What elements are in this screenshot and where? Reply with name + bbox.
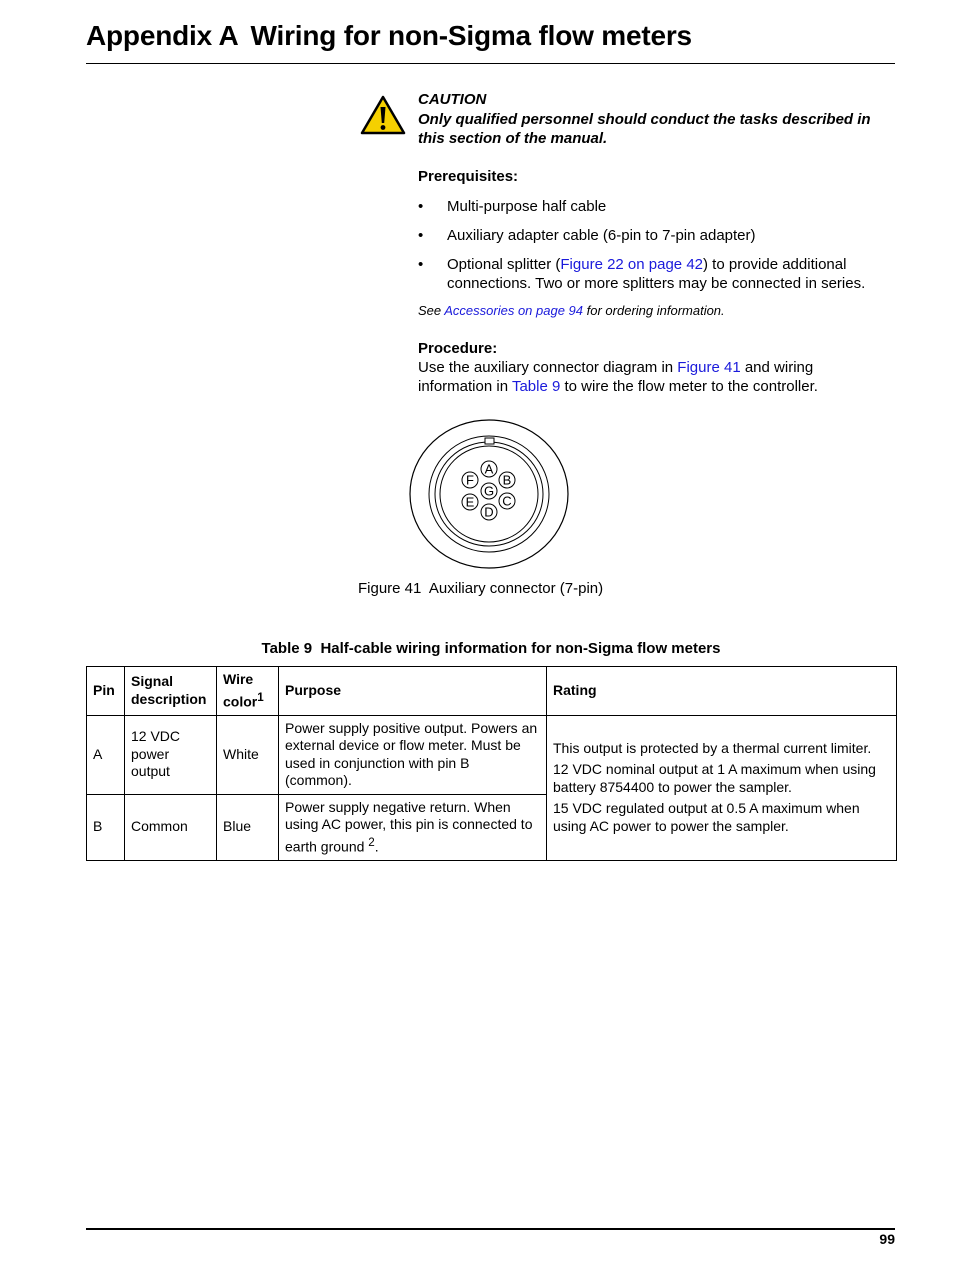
pin-b-label: B (502, 472, 512, 488)
list-item (418, 197, 898, 216)
figure-label: Figure 41 (358, 580, 422, 597)
cell-purpose: Power supply positive output. Powers an external device or flow meter. Must be used in conjunction with pin B (common). (279, 715, 547, 794)
wiring-table (86, 666, 897, 861)
connector-key (485, 438, 494, 444)
table-label: Table 9 (261, 640, 313, 657)
note-text: See (418, 303, 445, 318)
list-item-text: Auxiliary adapter cable (6-pin to 7-pin adapter) (447, 227, 756, 244)
figure-caption (358, 580, 603, 597)
note-text: for ordering information. (583, 303, 725, 318)
table-caption (86, 640, 896, 657)
prerequisites-heading: Prerequisites: (418, 168, 519, 185)
pin-c-label: C (502, 493, 512, 509)
accessories-link[interactable]: Accessories on page 94 (444, 303, 584, 318)
procedure-text-part: and wiring information in (418, 359, 814, 395)
cell-wire: White (217, 715, 279, 794)
pin-g-label: G (483, 483, 495, 499)
cell-pin: B (87, 794, 125, 860)
figure-41-link[interactable]: Figure 41 (677, 359, 741, 376)
bullet: • (418, 227, 424, 244)
figure-caption-text: Auxiliary connector (7-pin) (428, 580, 604, 597)
list-item (418, 226, 898, 245)
warning-triangle-icon (360, 95, 406, 135)
pin-a-label: A (484, 461, 494, 477)
table-header-row (87, 667, 897, 716)
appendix-title: Wiring for non-Sigma flow meters (250, 20, 692, 51)
connector-pins (462, 461, 515, 520)
pin-d-label: D (484, 504, 494, 520)
prerequisites-list (418, 197, 898, 303)
ordering-note (418, 303, 725, 318)
rating-line: 15 VDC regulated output at 0.5 A maximum when using AC power to power the sampler. (553, 800, 860, 834)
auxiliary-connector-diagram (408, 418, 570, 570)
cell-rating (547, 715, 897, 860)
cell-purpose-text: Power supply negative return. When using AC power, this pin is connected to earth ground (285, 798, 533, 855)
page-number: 99 (879, 1231, 895, 1247)
caution-block (418, 90, 898, 149)
header-signal: Signal description (125, 667, 217, 716)
bullet: • (418, 198, 424, 215)
header-rating: Rating (547, 667, 897, 716)
list-item-text: ) to provide additional connections. Two or more splitters may be connected in series. (447, 256, 866, 292)
table-row (87, 715, 897, 794)
header-pin: Pin (87, 667, 125, 716)
cell-pin: A (87, 715, 125, 794)
procedure-text-part: to wire the flow meter to the controller. (560, 378, 818, 395)
header-wire-text: Wire color (223, 671, 258, 710)
caution-heading: CAUTION (418, 91, 487, 108)
list-item-text: Multi-purpose half cable (447, 198, 607, 215)
cell-purpose-end: . (374, 838, 379, 855)
figure-22-link[interactable]: Figure 22 on page 42 (560, 256, 704, 273)
caution-text: Only qualified personnel should conduct the tasks described in this section of the manual. (418, 110, 871, 147)
list-item (418, 255, 898, 293)
header-wire-color (217, 667, 279, 716)
footer-rule (86, 1228, 895, 1230)
table-caption-text: Half-cable wiring information for non-Sigma flow meters (320, 640, 721, 657)
header-rule (86, 63, 895, 64)
footnote-ref: 2 (368, 835, 375, 849)
bullet: • (418, 256, 424, 273)
pin-e-label: E (465, 494, 475, 510)
pin-f-label: F (466, 472, 474, 488)
cell-signal: 12 VDC power output (125, 715, 217, 794)
header-purpose: Purpose (279, 667, 547, 716)
table-9-link[interactable]: Table 9 (511, 378, 561, 395)
cell-purpose (279, 794, 547, 860)
list-item-text: Optional splitter ( (447, 256, 561, 273)
footnote-ref: 1 (257, 690, 264, 704)
cell-wire: Blue (217, 794, 279, 860)
procedure-text (418, 358, 888, 396)
page-title (86, 20, 692, 52)
procedure-text-part: Use the auxiliary connector diagram in (418, 359, 678, 376)
procedure-heading: Procedure: (418, 340, 498, 357)
rating-line: 12 VDC nominal output at 1 A maximum when using battery 8754400 to power the sampler. (553, 761, 876, 795)
appendix-label: Appendix A (86, 20, 239, 51)
rating-line: This output is protected by a thermal current limiter. (553, 739, 872, 756)
cell-signal: Common (125, 794, 217, 860)
